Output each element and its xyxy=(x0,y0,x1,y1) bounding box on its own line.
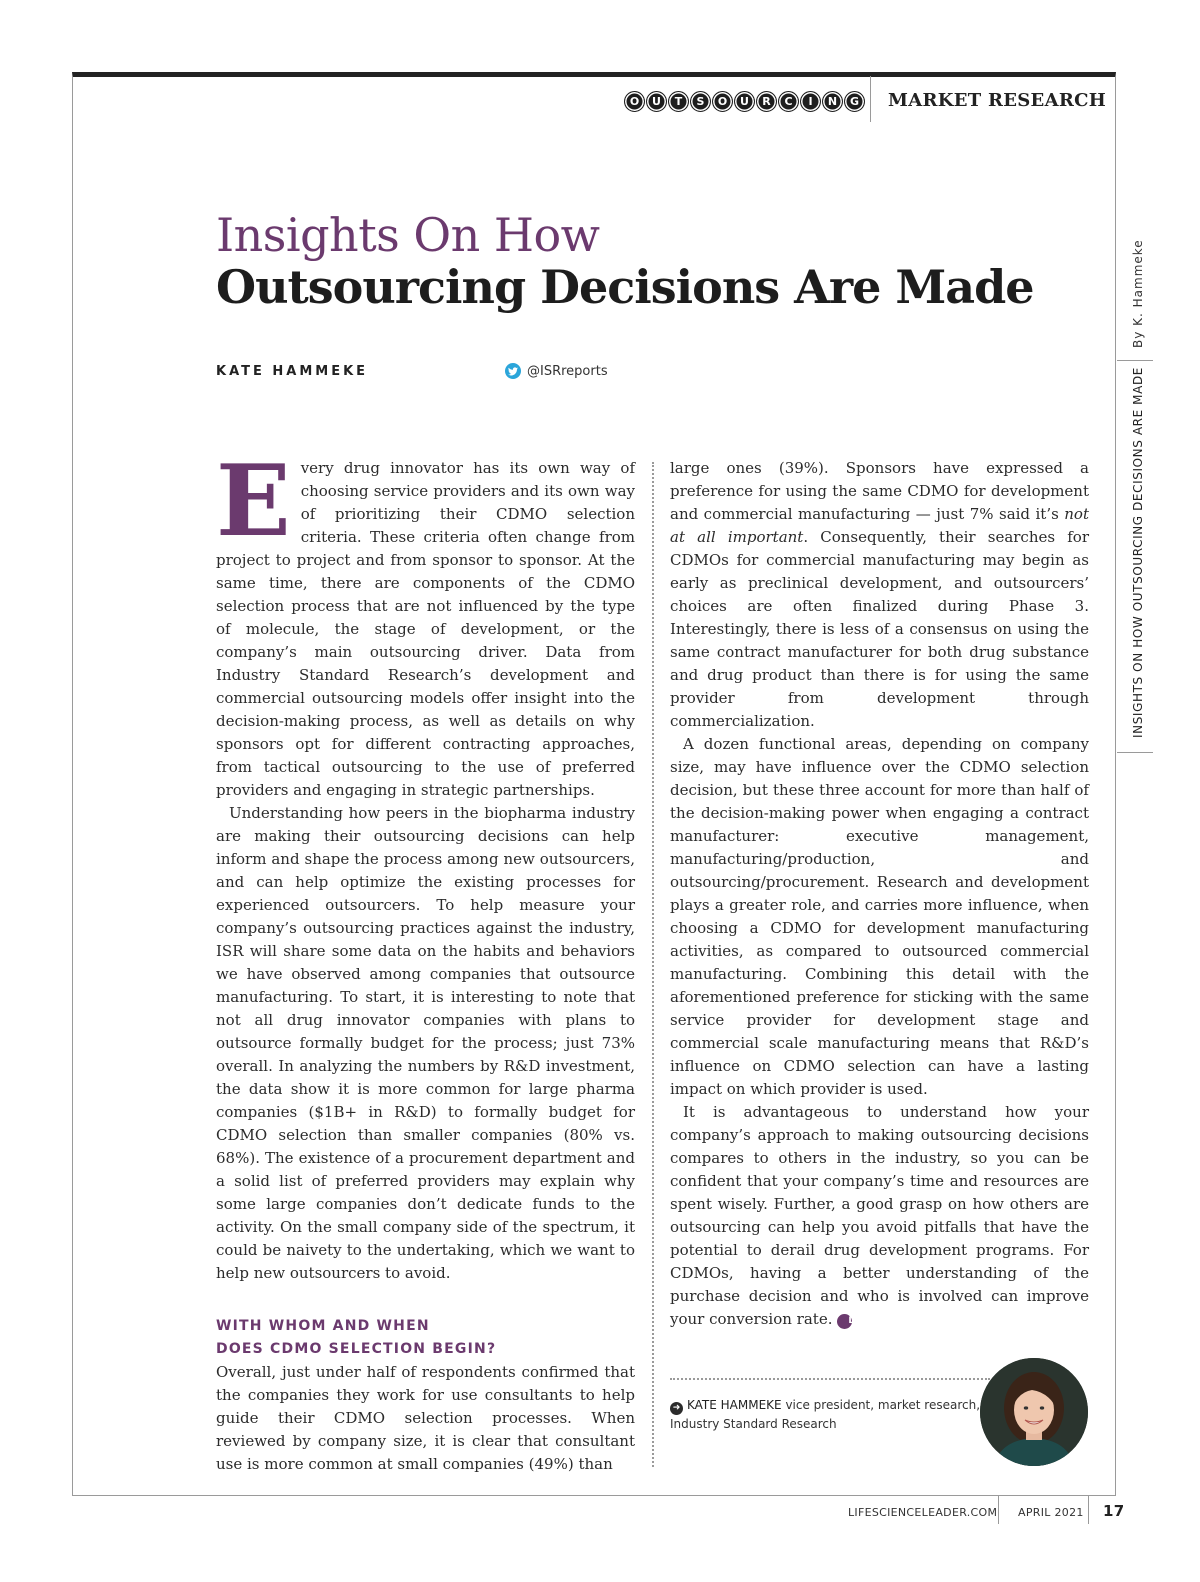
kicker-letter-8: I xyxy=(800,91,821,112)
page-number: 17 xyxy=(1103,1502,1125,1520)
twitter-link[interactable] xyxy=(505,363,608,379)
twitter-icon xyxy=(505,363,521,379)
bio-rule xyxy=(670,1378,990,1380)
sidebar-rule-1 xyxy=(1117,360,1153,361)
paragraph-2: Understanding how peers in the biopharma industry are making their outsourcing decisions can help inform and shape the process among new outsourcers, and can help optimize the existing processes for experienced outsourcers. To help measure your company’s outsourcing practices against the industry, ISR will share some data on the habits and behaviors we have observed among companies that outsource manufacturing. To start, it is interesting to note that not all drug innovator companies with plans to outsource formally budget for the process; just 73% overall. In analyzing the numbers by R&D investment, the data show it is more common for large pharma companies ($1B+ in R&D) to formally budget for CDMO selection than smaller companies (80% vs. 68%). The existence of a procurement department and a solid list of preferred providers may explain why some large companies don’t dedicate funds to the activity. On the small company side of the spectrum, it could be naivety to the undertaking, which we want to help new outsourcers to avoid. xyxy=(216,804,635,1282)
kicker-letter-9: N xyxy=(822,91,843,112)
paragraph-1-text: very drug innovator has its own way of choosing service providers and its own way of prioritizing their CDMO selection criteria. These criteria often change from project to project and from sponsor to sponsor. At the same time, there are components of the CDMO selection process that are not influenced by the type of molecule, the stage of development, or the company’s main outsourcing driver. Data from Industry Standard Research’s development and commercial outsourcing models offer insight into the decision-making process, as well as details on why sponsors opt for different contracting approaches, from tactical outsourcing to the use of preferred providers and engaging in strategic partnerships. xyxy=(216,459,635,799)
section-label: MARKET RESEARCH xyxy=(888,90,1107,111)
footer-divider xyxy=(998,1496,999,1524)
footer-date: APRIL 2021 xyxy=(1018,1506,1084,1519)
subhead-line-2: DOES CDMO SELECTION BEGIN? xyxy=(216,1341,497,1357)
end-mark-icon: L xyxy=(837,1314,852,1329)
emphasis-text: not at all important xyxy=(670,505,1089,546)
kicker-letter-3: S xyxy=(690,91,711,112)
paragraph-6-text: It is advantageous to understand how your company’s approach to making outsourcing decisions compares to others in the industry, so you can be confident that your company’s time and resources are spent wisely. Further, a good grasp on how others are outsourcing can help you avoid pitfalls that have the potential to derail drug development programs. For CDMOs, having a better understanding of the purchase decision and who is involved can improve your conversion rate. xyxy=(670,1103,1089,1328)
footer-site-link[interactable]: LIFESCIENCELEADER.COM xyxy=(848,1506,998,1519)
paragraph-4 xyxy=(670,457,1089,733)
subhead xyxy=(216,1315,635,1361)
author-bio xyxy=(670,1396,980,1433)
bio-text: vice president, market research, Industry Standard Research xyxy=(670,1398,981,1431)
kicker-letter-7: C xyxy=(778,91,799,112)
kicker-letter-1: U xyxy=(646,91,667,112)
kicker-letter-2: T xyxy=(668,91,689,112)
arrow-right-icon: ➜ xyxy=(670,1402,683,1415)
column-divider xyxy=(652,462,654,1467)
sidebar-byline: By K. Hammeke xyxy=(1131,239,1145,348)
paragraph-4-text-a: large ones (39%). Sponsors have expressed a preference for using the same CDMO for development and commercial manufacturing — just 7% said it’s xyxy=(670,459,1089,523)
kicker-letter-4: O xyxy=(712,91,733,112)
kicker-letter-0: O xyxy=(624,91,645,112)
paragraph-5: A dozen functional areas, depending on company size, may have influence over the CDMO selection decision, but these three account for more than half of the decision-making power when engaging a contract manufacturer: executive management, manufacturing/production, and outsourcing/procurement. Research and development plays a greater role, and carries more influence, when choosing a CDMO for development manufacturing activities, as compared to outsourced commercial manufacturing. Combining this detail with the aforementioned preference for sticking with the same service provider for development stage and commercial scale manufacturing means that R&D’s influence on CDMO selection can have a lasting impact on which provider is used. xyxy=(670,735,1089,1098)
kicker-divider xyxy=(870,76,871,122)
bio-name: KATE HAMMEKE xyxy=(687,1398,782,1412)
author-photo xyxy=(980,1358,1088,1466)
kicker-letter-10: G xyxy=(844,91,865,112)
article-column-right xyxy=(670,457,1089,1331)
kicker-letter-5: U xyxy=(734,91,755,112)
paragraph-3: Overall, just under half of respondents confirmed that the companies they work for use consultants to help guide their CDMO selection processes. When reviewed by company size, it is clear that consultant use is more common at small companies (49%) than xyxy=(216,1363,635,1473)
title-line-1: Insights On How xyxy=(216,208,600,262)
drop-cap: E xyxy=(216,444,291,559)
twitter-handle: @ISRreports xyxy=(527,363,608,379)
sidebar-running-title: INSIGHTS ON HOW OUTSOURCING DECISIONS ARE MADE xyxy=(1131,367,1145,738)
article-column-left xyxy=(216,444,635,1476)
outsourcing-kicker xyxy=(624,91,865,115)
title-line-2: Outsourcing Decisions Are Made xyxy=(216,260,1034,314)
paragraph-1 xyxy=(216,444,635,802)
kicker-letter-6: R xyxy=(756,91,777,112)
subhead-line-1: WITH WHOM AND WHEN xyxy=(216,1318,430,1334)
author-name: KATE HAMMEKE xyxy=(216,364,369,379)
paragraph-4-text-b: . Consequently, their searches for CDMOs for commercial manufacturing may begin as early as preclinical development, and outsourcers’ choices are often finalized during Phase 3. Interestingly, there is less of a consensus on using the same contract manufacturer for both drug substance and drug product than there is for using the same provider from development through commercialization. xyxy=(670,528,1089,730)
paragraph-6 xyxy=(670,1101,1089,1331)
sidebar-rule-2 xyxy=(1117,752,1153,753)
footer-divider xyxy=(1088,1496,1089,1524)
